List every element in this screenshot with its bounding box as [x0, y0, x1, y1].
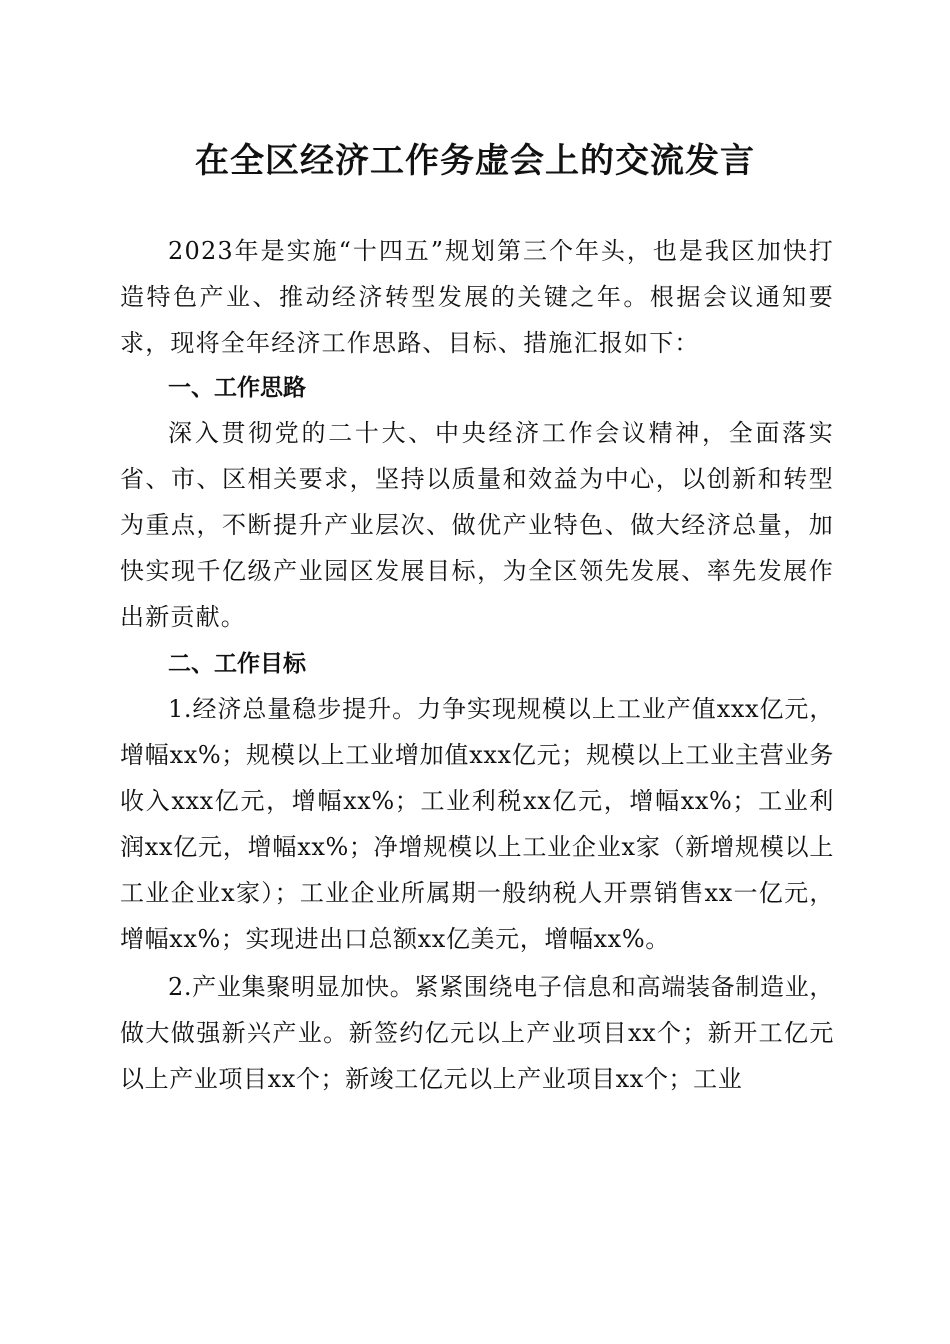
goal-item-1-paragraph: 1.经济总量稳步提升。力争实现规模以上工业产值xxx亿元，增幅xx%；规模以上工业增加值xxx亿元；规模以上工业主营业务收入xxx亿元，增幅xx%；工业利税xx亿元，增幅xx%；工业利润xx亿元，增幅xx%；净增规模以上工业企业x家（新增规模以上工业企业x家）；工业企业所属期一般纳税人开票销售xx一亿元，增幅xx%；实现进出口总额xx亿美元，增幅xx%。 — [120, 695, 834, 953]
document-body — [120, 228, 834, 1102]
goal-item-2-paragraph: 2.产业集聚明显加快。紧紧围绕电子信息和高端装备制造业，做大做强新兴产业。新签约亿元以上产业项目xx个；新开工亿元以上产业项目xx个；新竣工亿元以上产业项目xx个；工业 — [120, 973, 834, 1093]
work-ideas-paragraph: 深入贯彻党的二十大、中央经济工作会议精神，全面落实省、市、区相关要求，坚持以质量和效益为中心，以创新和转型为重点，不断提升产业层次、做优产业特色、做大经济总量，加快实现千亿级产业园区发展目标，为全区领先发展、率先发展作出新贡献。 — [120, 419, 834, 631]
section-heading-work-goals: 二、工作目标 — [168, 651, 306, 677]
section-heading-work-ideas: 一、工作思路 — [168, 375, 306, 401]
document-title: 在全区经济工作务虚会上的交流发言 — [195, 141, 755, 181]
intro-paragraph: 2023年是实施“十四五”规划第三个年头，也是我区加快打造特色产业、推动经济转型发展的关键之年。根据会议通知要求，现将全年经济工作思路、目标、措施汇报如下： — [120, 237, 834, 357]
